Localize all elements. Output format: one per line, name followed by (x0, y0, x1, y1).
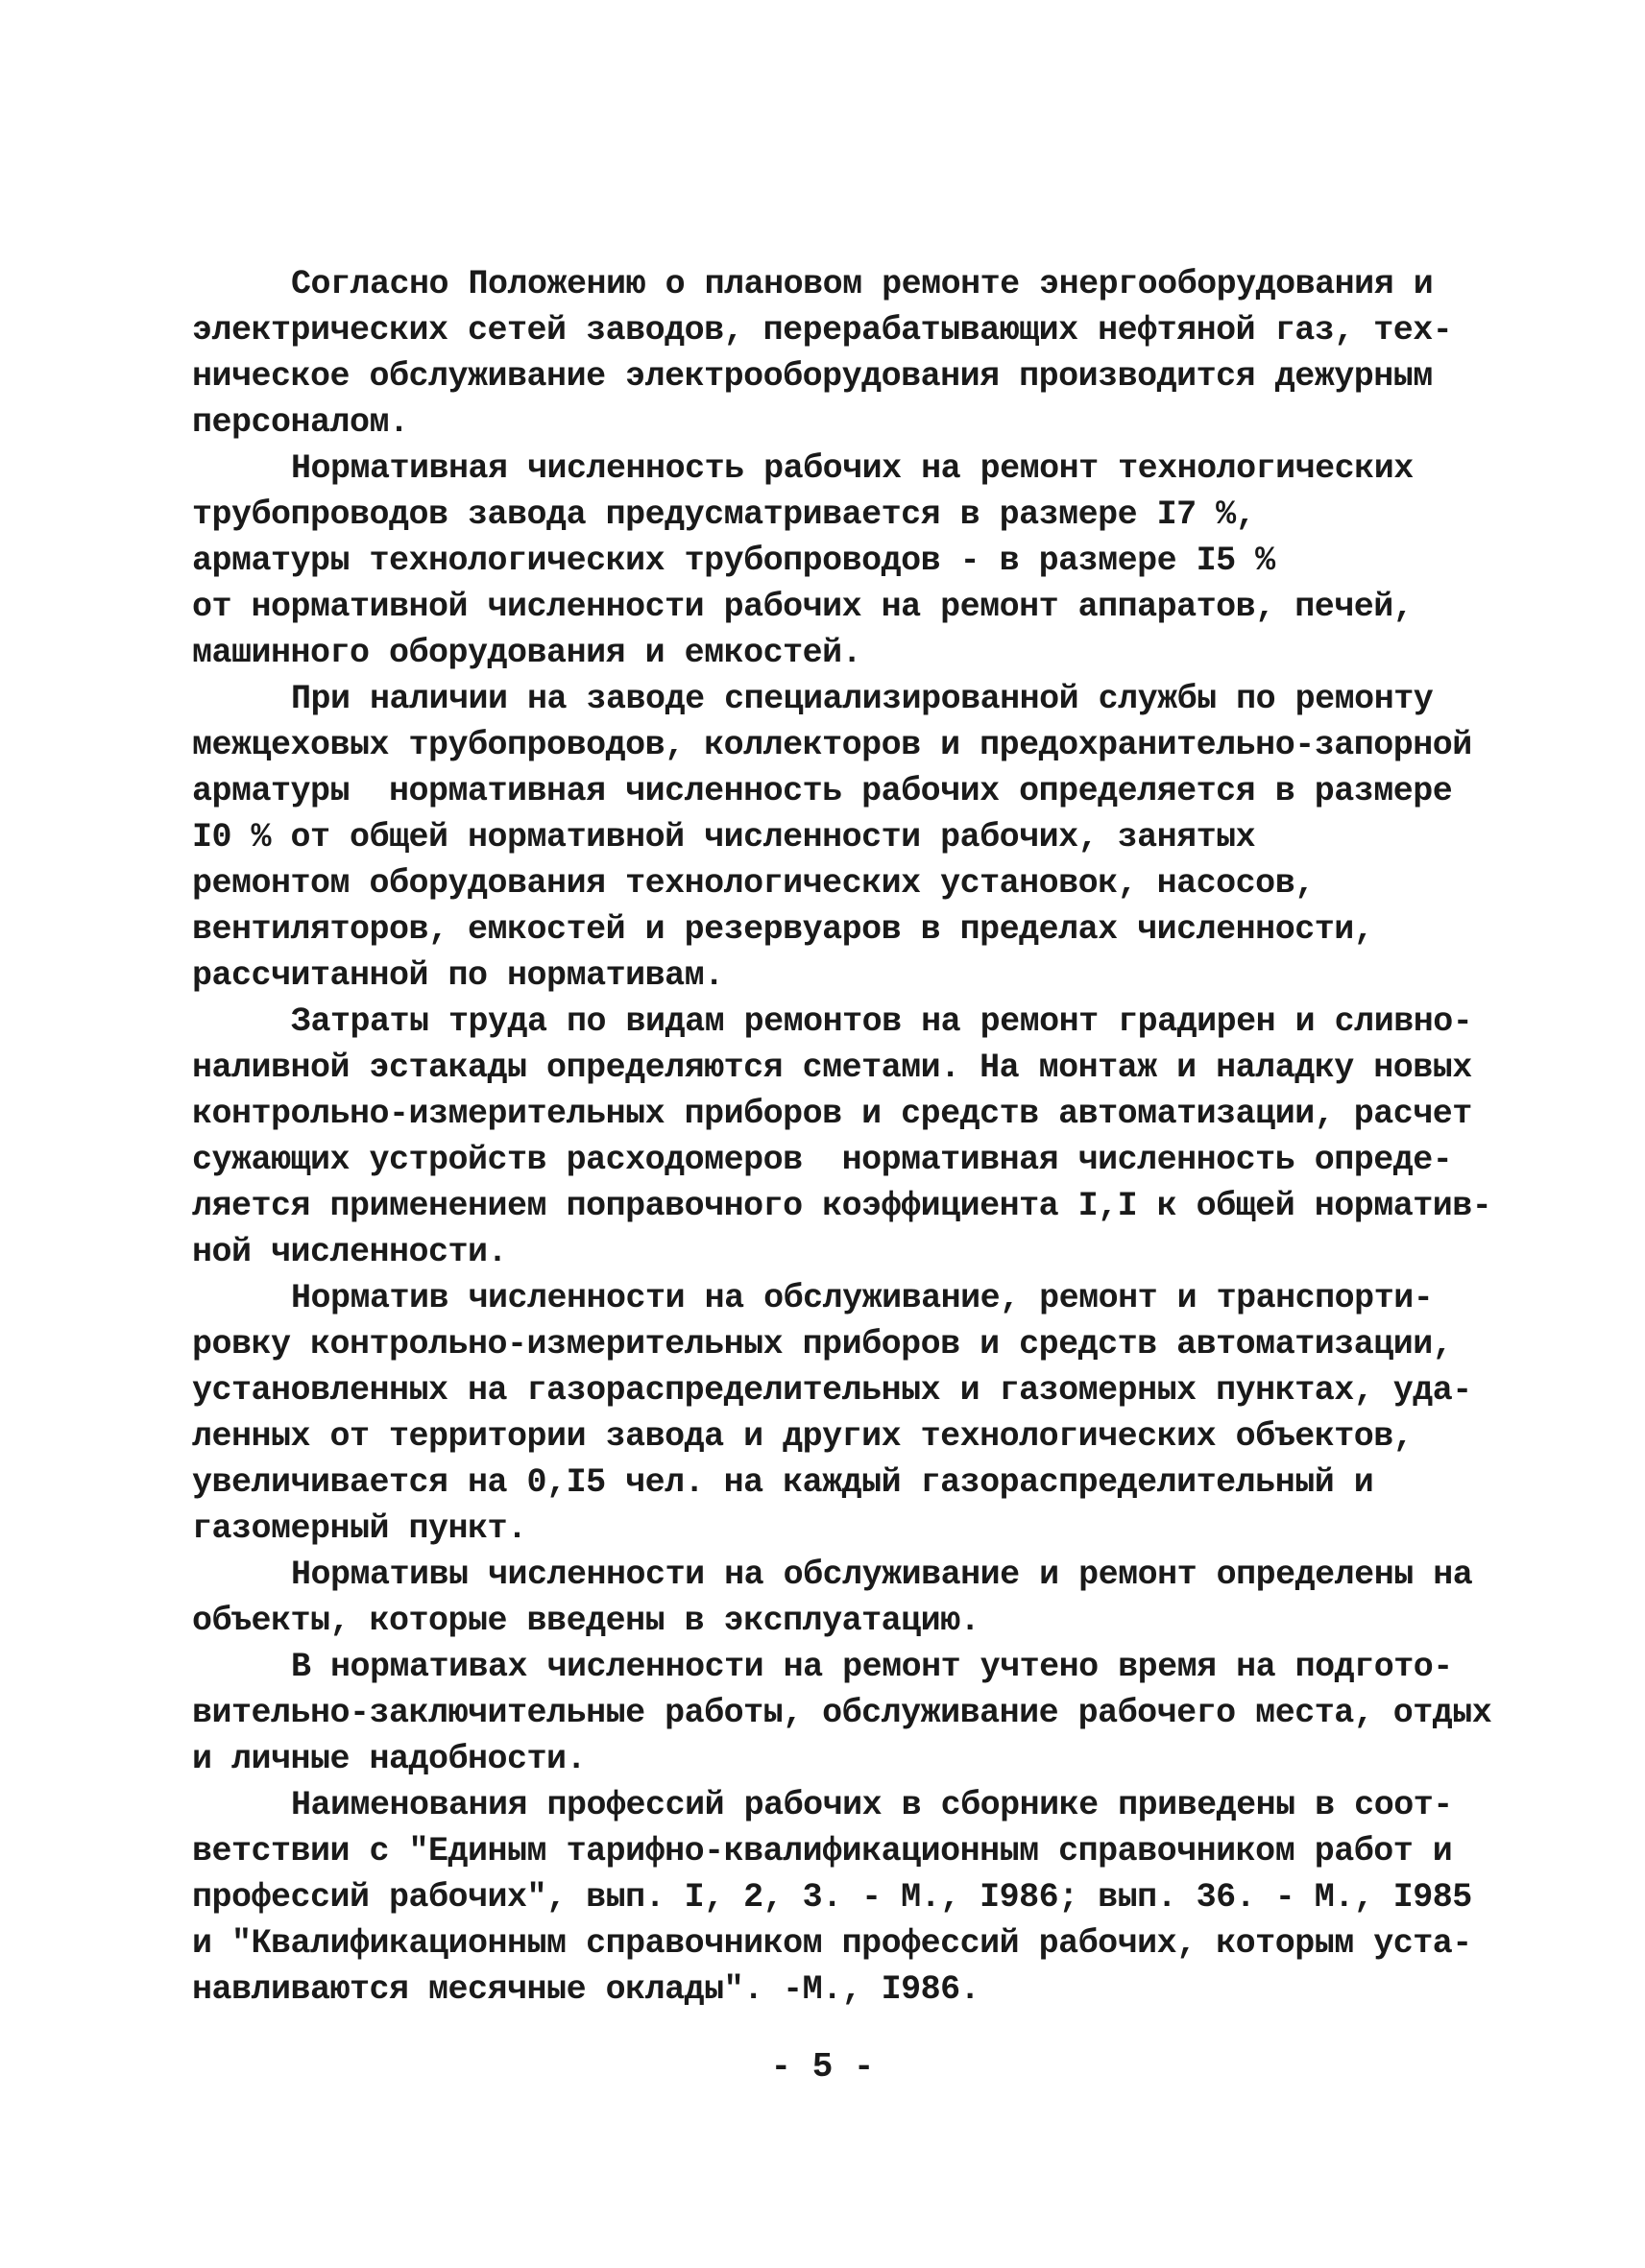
paragraph-1-line-2: электрических сетей заводов, перерабатывающих нефтяной газ, тех- (192, 311, 1453, 350)
paragraph-4-line-4: сужающих устройств расходомеров нормативная численность опреде- (192, 1141, 1453, 1179)
paragraph-5-line-5: увеличивается на 0,I5 чел. на каждый газораспределительный и (192, 1463, 1374, 1502)
paragraph-8-line-5: навливаются месячные оклады". -М., I986. (192, 1970, 980, 2009)
paragraph-1-line-1: Согласно Положению о плановом ремонте энергооборудования и (291, 265, 1434, 303)
body-text (192, 261, 1492, 2013)
paragraph-6-line-1: Нормативы численности на обслуживание и ремонт определены на (291, 1556, 1473, 1594)
paragraph-2-line-2: трубопроводов завода предусматривается в размере I7 %, (192, 495, 1256, 534)
paragraph-3-line-4: I0 % от общей нормативной численности рабочих, занятых (192, 818, 1256, 857)
paragraph-3-line-1: При наличии на заводе специализированной службы по ремонту (291, 680, 1434, 718)
paragraph-4-line-2: наливной эстакады определяются сметами. На монтаж и наладку новых (192, 1049, 1472, 1087)
paragraph-4-line-3: контрольно-измерительных приборов и средств автоматизации, расчет (192, 1095, 1472, 1133)
paragraph-3-line-7: рассчитанной по нормативам. (192, 956, 724, 995)
paragraph-3-line-6: вентиляторов, емкостей и резервуаров в пределах численности, (192, 910, 1374, 949)
paragraph-5-line-1: Норматив численности на обслуживание, ремонт и транспорти- (291, 1279, 1434, 1317)
paragraph-2-line-3: арматуры технологических трубопроводов - в размере I5 % (192, 542, 1275, 580)
paragraph-7-line-3: и личные надобности. (192, 1740, 587, 1778)
paragraph-3-line-5: ремонтом оборудования технологических установок, насосов, (192, 864, 1315, 903)
paragraph-5-line-3: установленных на газораспределительных и газомерных пунктах, уда- (192, 1371, 1472, 1410)
paragraph-8-line-2: ветствии с "Единым тарифно-квалификационным справочником работ и (192, 1832, 1453, 1870)
paragraph-5-line-4: ленных от территории завода и других технологических объектов, (192, 1417, 1414, 1456)
paragraph-3-line-2: межцеховых трубопроводов, коллекторов и предохранительно-запорной (192, 726, 1472, 764)
paragraph-2-line-4: от нормативной численности рабочих на ремонт аппаратов, печей, (192, 588, 1414, 626)
paragraph-1-line-3: ническое обслуживание электрооборудования производится дежурным (192, 357, 1433, 396)
page-number: - 5 - (770, 2047, 875, 2087)
paragraph-7-line-1: В нормативах численности на ремонт учтено время на подгото- (291, 1648, 1453, 1686)
paragraph-5-line-6: газомерный пункт. (192, 1509, 527, 1548)
paragraph-4-line-1: Затраты труда по видам ремонтов на ремонт градирен и сливно- (291, 1002, 1473, 1041)
paragraph-8-line-4: и "Квалификационным справочником профессий рабочих, которым уста- (192, 1924, 1472, 1963)
paragraph-3-line-3: арматуры нормативная численность рабочих определяется в размере (192, 772, 1453, 810)
paragraph-7-line-2: вительно-заключительные работы, обслуживание рабочего места, отдых (192, 1694, 1492, 1732)
paragraph-2-line-1: Нормативная численность рабочих на ремонт технологических (291, 449, 1414, 488)
paragraph-8-line-1: Наименования профессий рабочих в сборнике приведены в соот- (291, 1786, 1453, 1824)
paragraph-2-line-5: машинного оборудования и емкостей. (192, 634, 862, 672)
paragraph-6-line-2: объекты, которые введены в эксплуатацию. (192, 1602, 980, 1640)
paragraph-4-line-5: ляется применением поправочного коэффициента I,I к общей норматив- (192, 1187, 1492, 1225)
paragraph-4-line-6: ной численности. (192, 1233, 508, 1271)
paragraph-8-line-3: профессий рабочих", вып. I, 2, 3. - М., I986; вып. 36. - М., I985 (192, 1878, 1472, 1917)
paragraph-5-line-2: ровку контрольно-измерительных приборов и средств автоматизации, (192, 1325, 1453, 1363)
paragraph-1-line-4: персоналом. (192, 403, 409, 442)
